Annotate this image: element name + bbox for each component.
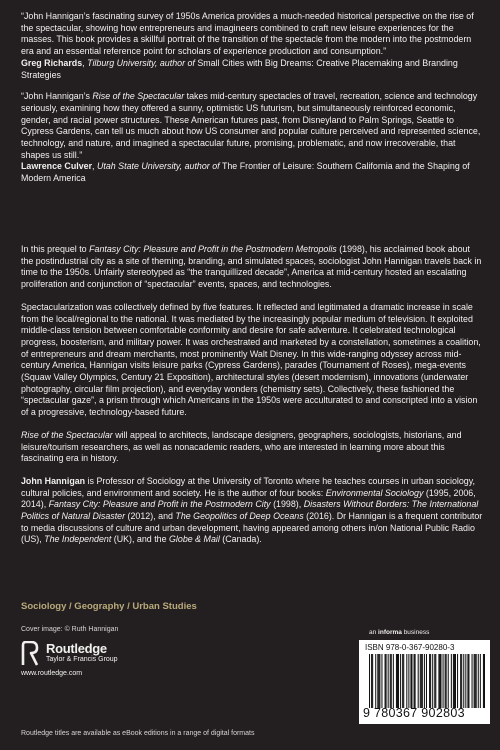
endorsements [21,11,483,195]
routledge-logo-icon [21,641,39,667]
barcode-bar [410,654,411,708]
barcode-bar [400,654,401,708]
barcode-bar [386,654,387,708]
barcode-bar [418,654,419,708]
informa-brand: informa [378,629,402,636]
endorsement-2-text: takes mid-century spectacles of travel, recreation, science and technology seriously, examining how they offered a sunny, optimistic US futurism, but simultaneously reinforced economic, gender, and racial power structures. These American futures past, from Disneyland to Palm Springs, Seattle to Cypress Gardens, can tell us much about how US consumer and popular culture perceived and represented science, technology, and nature, and imagined a spectacular future, promising, problematic, and now irrecoverable, that shapes us still.” [21,91,481,160]
barcode-digits: 9 780367 902803 [363,706,465,720]
barcode-bar [439,654,440,708]
barcode-bar [472,654,473,708]
barcode-bar [440,654,441,708]
publisher-name: Routledge [46,641,107,656]
endorsement-2-work: The Frontier of Leisure: Southern California and the Shaping of Modern America [21,161,470,184]
endorsement-2-affiliation: Utah State University, author of [96,161,220,172]
endorsement-1-text: “John Hannigan’s fascinating survey of 1950s America provides a much-needed historical perspective on the rise of the spectacular, showing how entrepreneurs and imagineers combined to craft new leisure experiences for the masses. This book provides a skillful portrait of the transition of the spectacle from the modern into the postmodern era and an essential reference point for scholars of experience production and consumption.” [21,11,474,57]
barcode-bar [432,654,433,708]
endorsement-1 [21,11,483,81]
barcode-bar [468,654,469,708]
bio-text-5: (2016). Dr Hannigan is a frequent contributor to media discussions of culture and urban development, having appeared among others in/on National Public Radio (US), [21,511,483,545]
barcode-bar [480,654,481,708]
desc-p1-title: Fantasy City: Pleasure and Profit in the Postmodern Metropolis [89,244,337,254]
description-paragraph-1 [21,244,483,291]
bio-book-1: Environmental Sociology [325,487,424,498]
barcode-bar [390,654,391,708]
barcode-bar [408,654,409,708]
barcode-bar [448,654,449,708]
endorsement-2 [21,91,483,185]
barcode-bar [379,654,380,708]
barcode-bar [391,654,392,708]
publisher-group: Taylor & Francis Group [46,656,118,663]
endorsement-2-lead: “John Hannigan’s [21,91,93,102]
bio-text-4: (2012), and [125,511,176,522]
barcode-bar [474,654,475,708]
desc-p3-text: will appeal to architects, landscape designers, geographers, sociologists, historians, and leisure/tourism researchers, as well as nonacademic readers, who are interested in learning more about this fascinating era in history. [21,429,462,464]
informa-suffix: business [401,629,430,636]
barcode-bar [420,654,421,708]
bio-text-2: (1995, 2006, 2014), [21,487,476,510]
bio-text-6: (UK), and the [111,534,170,545]
desc-p1-text: (1998), his acclaimed book about the postindustrial city as a site of theming, branding, and simulated spaces, sociologist John Hannigan travels back in time to the 1950s. Unfairly stereotyped as “the tranquillized decade”, America at mid-century hosted an escalating proliferation and conjunction of “spectacular” events, spaces, and technologies. [21,244,482,290]
barcode-bar [411,654,412,708]
barcode-bar [393,654,394,708]
endorsement-2-attribution: Lawrence Culver, Utah State University, author of The Frontier of Leisure: Southern California and the Shaping of Modern America [21,161,470,184]
publisher-logo [21,641,181,681]
barcode-bar [385,654,386,708]
bio-text-7: (Canada). [219,534,262,545]
informa-prefix: an [369,629,379,636]
barcode-bars [369,654,485,708]
barcode-bar [484,654,485,708]
barcode-bar [396,654,397,708]
barcode-bar [438,654,439,708]
barcode-bar [467,654,468,708]
barcode-bar [369,654,370,708]
barcode-bar [424,654,425,708]
barcode-bar [443,654,444,708]
desc-p1-lead: In this prequel to [21,244,90,254]
barcode-bar [397,654,398,708]
description-paragraph-3 [21,430,483,465]
cover-image-credit: Cover image: © Ruth Hannigan [21,626,119,633]
barcode-bar [375,654,376,708]
barcode-bar [461,654,462,708]
barcode-bar [475,654,476,708]
barcode-bar [378,654,379,708]
isbn-barcode [359,640,490,724]
endorsement-1-affiliation: Tilburg University, author of [87,57,195,68]
bio-outlet-1: The Independent [44,534,112,545]
book-description [21,244,483,557]
barcode-bar [435,654,436,708]
bio-outlet-2: Globe & Mail [169,534,220,545]
bio-text-1: is Professor of Sociology at the University of Toronto where he teaches courses in urban sociology, cultural policies, and environment and society. He is the author of four books: [21,475,475,498]
barcode-bar [454,654,455,708]
informa-business-tag [369,629,429,636]
author-bio [21,476,483,546]
barcode-bar [421,654,422,708]
barcode-bar [422,654,423,708]
barcode-bar [476,654,477,708]
barcode-bar [430,654,431,708]
publisher-url[interactable]: www.routledge.com [21,670,83,677]
barcode-bar [398,654,399,708]
isbn-number: ISBN 978-0-367-90280-3 [365,643,455,652]
bio-book-2: Fantasy City: Pleasure and Profit in the Postmodern City [48,499,271,510]
barcode-bar [406,654,407,708]
barcode-bar [465,654,466,708]
barcode-bar [455,654,456,708]
barcode-bar [388,654,389,708]
endorsement-1-attribution: Greg Richards, Tilburg University, author of Small Cities with Big Dreams: Creative Placemaking and Branding Strategies [21,57,458,80]
barcode-bar [372,654,373,708]
ebook-note: Routledge titles are available as eBook editions in a range of digital formats [21,730,255,737]
bio-book-4: The Geopolitics of Deep Oceans [175,511,304,522]
barcode-bar [463,654,464,708]
barcode-bar [446,654,447,708]
description-paragraph-2: Spectacularization was collectively defined by five features. It reflected and legitimated a dramatic increase in scale from the local/regional to the national. It was mediated by the increasingly popular medium of television. It exploited middle-class tension between comfortable conformity and desire for safe adventure. It celebrated technological progress, boosterism, and military power. It was orchestrated and marketed by a constellation, sometimes a coalition, of entrepreneurs and dream merchants, most prominently Walt Disney. In this wide-ranging odyssey across mid-century America, Hannigan visits leisure parks (Cypress Gardens), parades (Tournament of Roses), mega-events (Squaw Valley Olympics, Century 21 Exposition), architectural styles (desert modernism), innovations (underwater photography, circular film projection), and everyday wonders (chemistry sets). Collectively, these fashioned the “spectacular gaze”, a prism through which Americans in the 1950s were acculturated to and conscripted into a vision of a progressive, technology-based future. [21,301,481,418]
desc-p3-title: Rise of the Spectacular [21,429,113,440]
barcode-bar [371,654,372,708]
author-name: John Hannigan [21,475,86,486]
bio-text-3: (1998), [270,499,304,510]
endorsement-2-name: Lawrence Culver [21,161,93,172]
barcode-bar [381,654,382,708]
barcode-bar [445,654,446,708]
barcode-bar [451,654,452,708]
endorsement-2-book-title: Rise of the Spectacular [92,91,185,102]
barcode-bar [377,654,378,708]
endorsement-1-work: Small Cities with Big Dreams: Creative Placemaking and Branding Strategies [21,57,458,80]
endorsement-1-name: Greg Richards [21,57,83,68]
subject-categories: Sociology / Geography / Urban Studies [21,601,197,612]
barcode-bar [426,654,427,708]
barcode-bar [460,654,461,708]
barcode-bar [403,654,404,708]
barcode-bar [434,654,435,708]
bio-book-3: Disasters Without Borders: The International Politics of Natural Disaster [21,499,479,522]
barcode-bar [429,654,430,708]
barcode-bar [457,654,458,708]
barcode-bar [453,654,454,708]
barcode-bar [415,654,416,708]
barcode-bar [483,654,484,708]
barcode-bar [414,654,415,708]
barcode-bar [402,654,403,708]
barcode-bar [478,654,479,708]
